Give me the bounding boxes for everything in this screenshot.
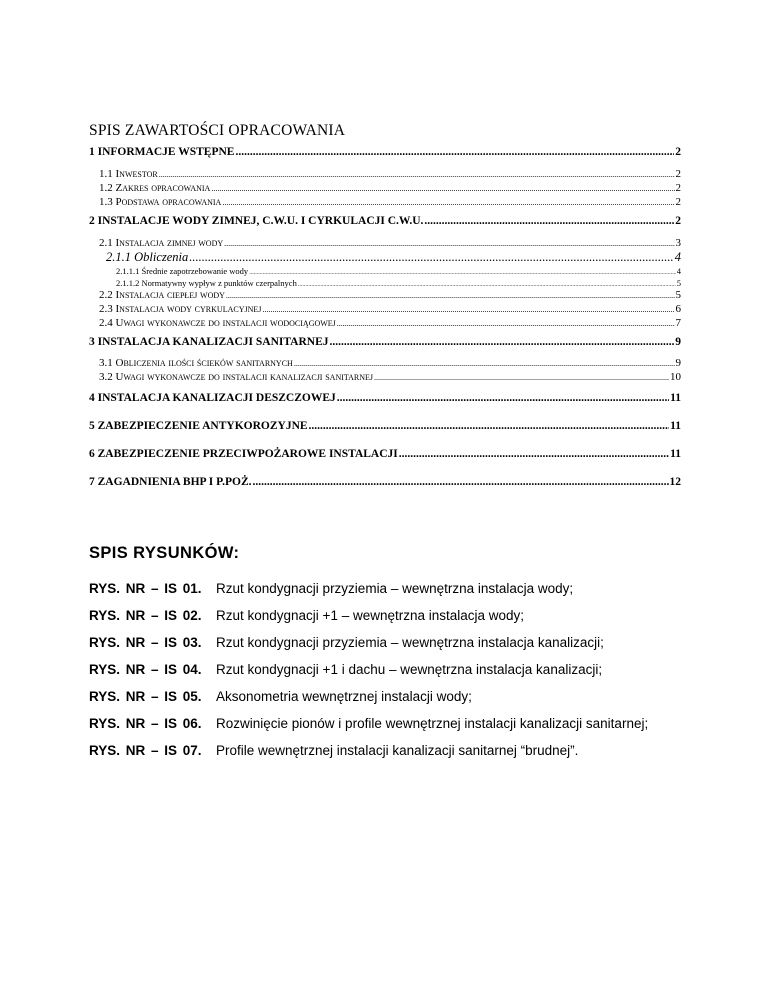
toc-entry-page: 7 [675,317,681,329]
toc-entry[interactable] [89,168,681,180]
figure-list-item [89,743,578,758]
toc-entry[interactable] [89,317,681,329]
toc-entry-text: 2.2 Instalacja ciepłej wody [99,289,225,301]
toc-entry[interactable] [89,237,681,249]
toc-entry[interactable] [89,392,681,404]
toc-leader [337,392,669,404]
toc-leader [226,291,675,300]
toc-entry[interactable] [89,448,681,460]
toc-leader [309,420,670,432]
toc-entry[interactable] [89,289,681,301]
toc-leader [159,170,675,179]
toc-leader [253,476,669,488]
toc-entry[interactable] [89,303,681,315]
toc-entry[interactable] [89,278,681,288]
toc-entry[interactable] [89,357,681,369]
toc-entry[interactable] [89,250,681,265]
figure-description: Rzut kondygnacji +1 – wewnętrzna instalacja wody; [216,608,525,623]
toc-entry-text: 3.1 Obliczenia ilości ścieków sanitarnych [99,357,293,369]
figure-code: RYS. NR – IS 01. [89,581,202,596]
toc-entry-page: 4 [674,250,681,264]
toc-leader [330,336,675,348]
toc-entry[interactable] [89,336,681,348]
toc-entry-page: 2 [675,146,681,158]
toc-entry-page: 5 [676,278,681,288]
figure-description: Rzut kondygnacji +1 i dachu – wewnętrzna instalacja kanalizacji; [216,662,603,677]
toc-entry[interactable] [89,420,681,432]
figure-list-item [89,662,602,677]
toc-leader [424,215,674,227]
toc-entry[interactable] [89,146,681,158]
figure-list-item [89,689,472,704]
figure-code: RYS. NR – IS 06. [89,716,202,731]
figure-code: RYS. NR – IS 02. [89,608,202,623]
toc-leader [224,239,674,248]
figure-code: RYS. NR – IS 03. [89,635,202,650]
toc-title: SPIS ZAWARTOŚCI OPRACOWANIA [89,122,346,139]
toc-entry-page: 12 [669,476,681,488]
toc-entry-text: 1.1 Inwestor [99,168,158,180]
figure-list-item [89,716,648,731]
figure-code: RYS. NR – IS 04. [89,662,202,677]
toc-entry-page: 2 [675,215,681,227]
toc-entry[interactable] [89,196,681,208]
toc-entry-text: 2.1.1 Obliczenia [106,250,189,264]
figure-description: Rzut kondygnacji przyziemia – wewnętrzna instalacja kanalizacji; [216,635,604,650]
toc-entry-page: 11 [670,448,681,460]
toc-leader [189,250,673,265]
toc-entry[interactable] [89,476,681,488]
toc-entry-page: 6 [675,303,681,315]
figure-description: Rzut kondygnacji przyziemia – wewnętrzna instalacja wody; [216,581,574,596]
figure-list-item [89,635,604,650]
toc-leader [249,270,676,276]
toc-leader [374,373,669,382]
toc-entry-text: 2.3 Instalacja wody cyrkulacyjnej [99,303,262,315]
toc-entry-page: 2 [675,168,681,180]
toc-entry-text: 3.2 Uwagi wykonawcze do instalacji kanalizacji sanitarnej [99,371,374,383]
toc-entry[interactable] [89,266,681,276]
toc-entry-page: 11 [670,392,681,404]
toc-leader [298,282,676,288]
toc-entry[interactable] [89,215,681,227]
toc-entry-page: 3 [675,237,681,249]
figure-description: Rozwinięcie pionów i profile wewnętrznej instalacji kanalizacji sanitarnej; [216,716,649,731]
toc-entry-text: 5 ZABEZPIECZENIE ANTYKOROZYJNE [89,420,308,432]
figure-code: RYS. NR – IS 05. [89,689,202,704]
toc-entry-text: 1 INFORMACJE WSTĘPNE [89,146,235,158]
toc-leader [211,184,674,193]
toc-entry-text: 1.2 Zakres opracowania [99,182,211,194]
toc-entry-text: 2.1 Instalacja zimnej wody [99,237,224,249]
toc-entry-text: 1.3 Podstawa opracowania [99,196,222,208]
toc-entry[interactable] [89,182,681,194]
toc-entry-page: 10 [670,371,681,383]
figure-description: Profile wewnętrznej instalacji kanalizacji sanitarnej “brudnej”. [216,743,579,758]
figure-description: Aksonometria wewnętrznej instalacji wody; [216,689,472,704]
toc-entry-page: 11 [670,420,681,432]
figure-list-item [89,608,524,623]
toc-entry-text: 6 ZABEZPIECZENIE PRZECIWPOŻAROWE INSTALACJI [89,448,398,460]
toc-leader [337,319,675,328]
toc-leader [262,305,674,314]
figures-list-title: SPIS RYSUNKÓW: [89,544,240,562]
toc-entry-page: 4 [676,266,681,276]
toc-entry[interactable] [89,371,681,383]
toc-entry-text: 2.4 Uwagi wykonawcze do instalacji wodociągowej [99,317,336,329]
toc-leader [222,198,674,207]
toc-entry-text: 2.1.1.1 Średnie zapotrzebowanie wody [116,266,249,276]
toc-entry-text: 7 ZAGADNIENIA BHP I P.POŻ. [89,476,252,488]
toc-entry-text: 2 INSTALACJE WODY ZIMNEJ, C.W.U. I CYRKULACJI C.W.U. [89,215,424,227]
toc-entry-text: 3 INSTALACJA KANALIZACJI SANITARNEJ [89,336,329,348]
toc-entry-page: 2 [675,182,681,194]
toc-leader [294,359,675,368]
toc-entry-page: 9 [675,357,681,369]
toc-entry-text: 4 INSTALACJA KANALIZACJI DESZCZOWEJ [89,392,336,404]
toc-leader [399,448,669,460]
figure-code: RYS. NR – IS 07. [89,743,202,758]
figure-list-item [89,581,573,596]
toc-entry-text: 2.1.1.2 Normatywny wypływ z punktów czerpalnych [116,278,297,288]
toc-entry-page: 5 [675,289,681,301]
toc-entry-page: 9 [675,336,681,348]
toc-entry-page: 2 [675,196,681,208]
toc-leader [235,146,674,158]
